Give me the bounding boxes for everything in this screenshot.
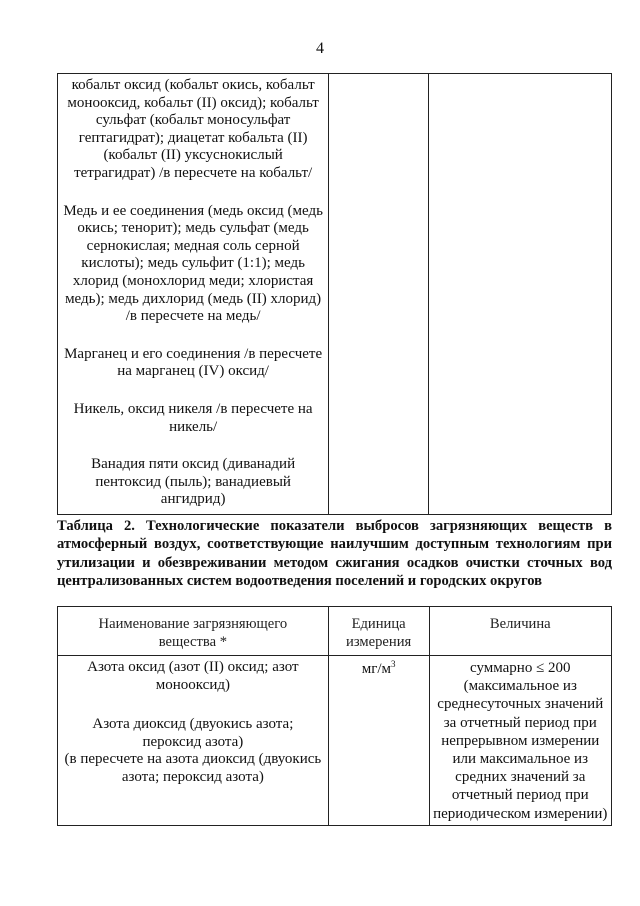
page-number: 4 (316, 40, 324, 57)
header-unit (328, 607, 429, 656)
header-substance-text: Наименование загрязняющего вещества * (98, 616, 288, 650)
header-value-text: Величина (489, 616, 551, 632)
substance-cell (58, 74, 329, 515)
table-row (58, 656, 612, 826)
header-value (429, 607, 611, 656)
header-unit-text: Единица измерения (346, 616, 412, 650)
substance-nickel-text: Никель, оксид никеля /в пересчете на никель/ (73, 400, 313, 435)
value-cell (428, 74, 611, 515)
header-substance (58, 607, 329, 656)
value-text: суммарно ≤ 200 (максимальное из среднесуточных значений за отчетный период при непрерывном измерении или максимальное из средних значений за отчетный период при периодическом измерении) (433, 660, 608, 822)
unit-cell (328, 656, 429, 826)
value-cell (429, 656, 611, 826)
unit-superscript: 3 (391, 659, 396, 669)
substance-cell (58, 656, 329, 826)
table-row (58, 74, 612, 515)
table-2-caption: Таблица 2. Технологические показатели выбросов загрязняющих веществ в атмосферный воздух, соответствующие наилучшим доступным технологиям при утилизации и обезвреживании методом сжигания осадков очистки сточных вод централизованных систем водоотведения поселений и городских округов (57, 518, 612, 590)
substance-nitrogen-dioxide-text: Азота диоксид (двуокись азота; пероксид азота) (в пересчете на азота диоксид (двуокись азота; пероксид азота) (64, 716, 322, 785)
table-header-row (58, 607, 612, 656)
substances-table-continued (57, 73, 612, 515)
unit-cell (329, 74, 429, 515)
substance-cobalt-text: кобальт оксид (кобальт окись, кобальт монооксид, кобальт (II) оксид); кобальт сульфат (кобальт моносульфат гептагидрат); диацетат кобальта (II) (кобальт (II) уксуснокислый тетрагидрат) /в пересчете на кобальт/ (67, 77, 319, 181)
unit-base: мг/м (361, 661, 392, 677)
unit-text (329, 656, 429, 678)
emission-indicators-table (57, 606, 612, 826)
substance-manganese-text: Марганец и его соединения /в пересчете на марганец (IV) оксид/ (64, 345, 323, 380)
substance-copper-text: Медь и ее соединения (медь оксид (медь окись; тенорит); медь сульфат (медь сернокислая; медная соль серной кислоты); медь сульфит (1:1); медь хлорид (монохлорид меди; хлористая медь); медь дихлорид (медь (II) хлорид) /в пересчете на медь/ (63, 202, 323, 325)
substance-vanadium-text: Ванадия пяти оксид (диванадий пентоксид (пыль); ванадиевый ангидрид) (91, 456, 296, 508)
substance-nitrogen-oxide-text: Азота оксид (азот (II) оксид; азот монооксид) (87, 659, 299, 693)
